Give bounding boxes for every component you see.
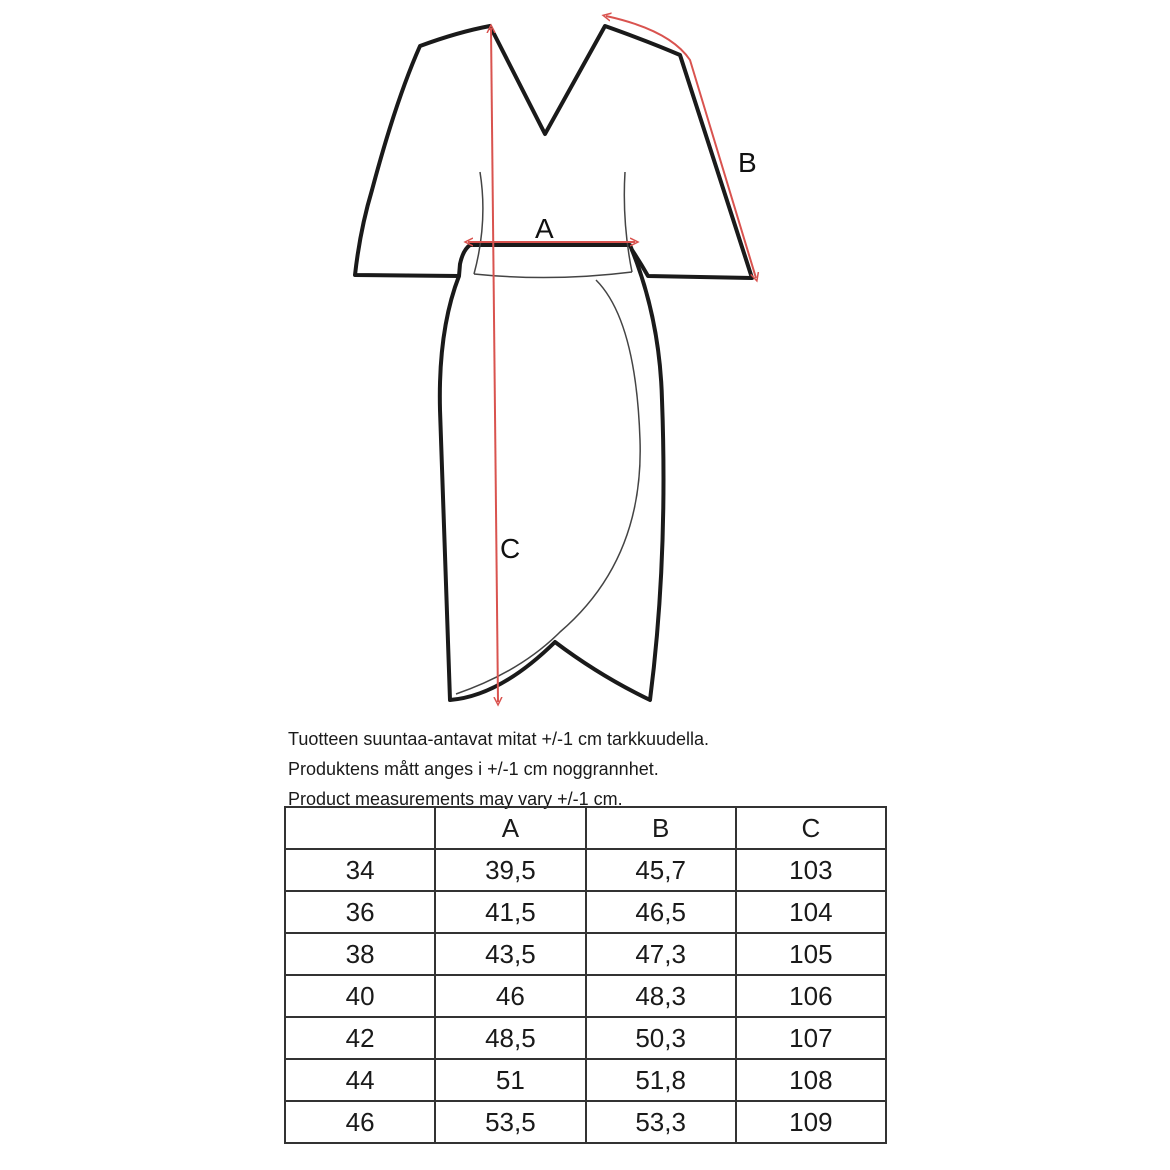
size-table [284,806,887,1144]
cell-size: 36 [285,891,435,933]
header-size [285,807,435,849]
cell-c: 104 [736,891,886,933]
cell-size: 42 [285,1017,435,1059]
bodice-seam-right [624,172,632,272]
label-b: B [738,147,757,178]
table-row [285,891,886,933]
cell-c: 108 [736,1059,886,1101]
note-finnish: Tuotteen suuntaa-antavat mitat +/-1 cm tarkkuudella. [288,729,710,749]
cell-b: 46,5 [586,891,736,933]
label-a: A [535,213,554,244]
cell-c: 103 [736,849,886,891]
cell-b: 47,3 [586,933,736,975]
table-row [285,975,886,1017]
bodice-seam-left [474,172,483,274]
cell-b: 45,7 [586,849,736,891]
cell-a: 39,5 [435,849,585,891]
dress-skirt-outline [440,250,664,700]
header-c: C [736,807,886,849]
cell-size: 34 [285,849,435,891]
cell-a: 51 [435,1059,585,1101]
cell-c: 107 [736,1017,886,1059]
measure-c-arrow [491,28,498,702]
cell-size: 46 [285,1101,435,1143]
cell-a: 48,5 [435,1017,585,1059]
cell-c: 106 [736,975,886,1017]
cell-a: 46 [435,975,585,1017]
cell-b: 51,8 [586,1059,736,1101]
cell-c: 109 [736,1101,886,1143]
label-c: C [500,533,521,564]
header-b: B [586,807,736,849]
cell-size: 40 [285,975,435,1017]
table-row [285,1101,886,1143]
cell-c: 105 [736,933,886,975]
table-row [285,933,886,975]
measurement-notes [288,724,888,814]
cell-b: 53,3 [586,1101,736,1143]
cell-b: 48,3 [586,975,736,1017]
note-swedish: Produktens mått anges i +/-1 cm noggrannhet. [288,759,659,779]
cell-b: 50,3 [586,1017,736,1059]
cell-a: 41,5 [435,891,585,933]
cell-size: 44 [285,1059,435,1101]
header-a: A [435,807,585,849]
waistband-line [474,272,632,278]
table-row [285,1059,886,1101]
note-english: Product measurements may vary +/-1 cm. [288,789,623,809]
table-header-row [285,807,886,849]
cell-a: 43,5 [435,933,585,975]
cell-a: 53,5 [435,1101,585,1143]
table-row [285,1017,886,1059]
cell-size: 38 [285,933,435,975]
table-row [285,849,886,891]
wrap-curve [456,280,640,694]
